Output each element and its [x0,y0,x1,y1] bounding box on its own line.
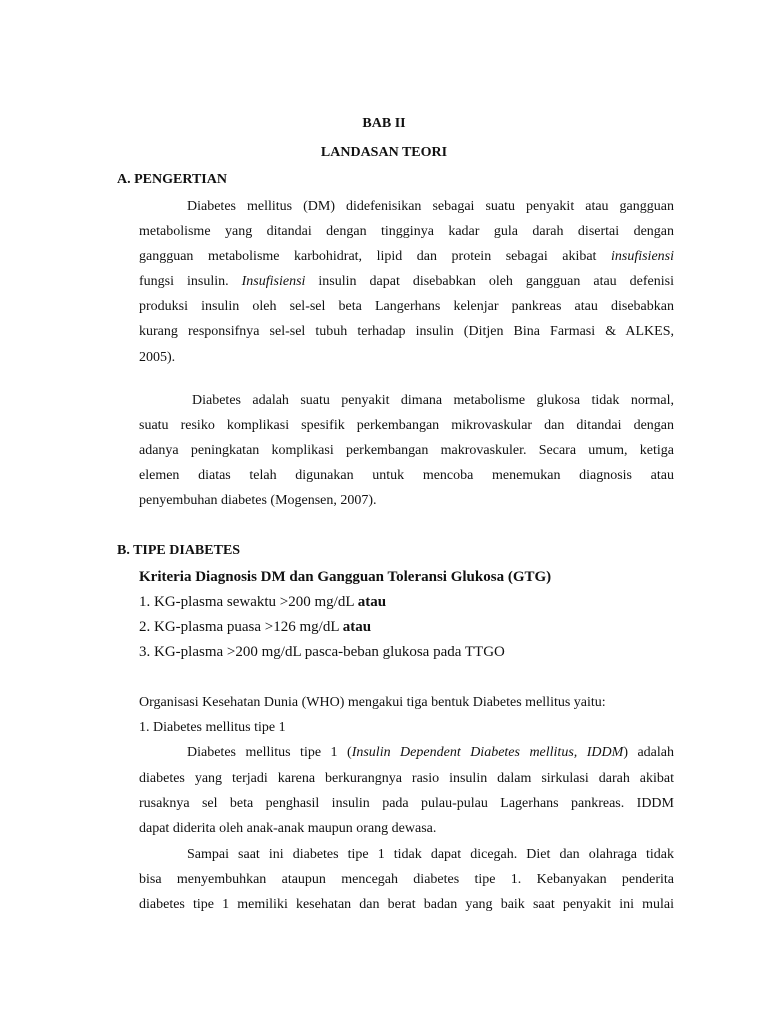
para1-line3: gangguan metabolisme karbohidrat, lipid dan protein sebagai akibat insufisiensi [139,249,674,264]
type1-para-line2: diabetes yang terjadi karena berkurangnya rasio insulin dalam sirkulasi darah akibat [139,771,674,786]
criteria-item: 1. KG-plasma sewaktu >200 mg/dL atau [139,594,387,610]
criteria-item: 3. KG-plasma >200 mg/dL pasca-beban glukosa pada TTGO [139,644,505,660]
para1-line6: kurang responsifnya sel-sel tubuh terhadap insulin (Ditjen Bina Farmasi & ALKES, [139,324,674,339]
para1-line5: produksi insulin oleh sel-sel beta Langerhans kelenjar pankreas atau disebabkan [139,299,674,314]
para1-line7: 2005). [139,350,176,365]
section-a-heading: A. PENGERTIAN [117,172,227,187]
type1-para-line3: rusaknya sel beta penghasil insulin pada pulau-pulau Lagerhans pankreas. IDDM [139,796,674,811]
para1-line4: fungsi insulin. Insufisiensi insulin dapat disebabkan oleh gangguan atau defenisi [139,274,674,289]
criteria-title: Kriteria Diagnosis DM dan Gangguan Toleransi Glukosa (GTG) [139,569,552,585]
para2-line4: elemen diatas telah digunakan untuk mencoba menemukan diagnosis atau [139,468,674,483]
para2-line1: Diabetes adalah suatu penyakit dimana metabolisme glukosa tidak normal, [192,393,674,408]
para1-line2: metabolisme yang ditandai dengan tingginya kadar gula darah disertai dengan [139,224,674,239]
type1-para2-line2: bisa menyembuhkan ataupun mencegah diabetes tipe 1. Kebanyakan penderita [139,872,674,887]
para2-line3: adanya peningkatan komplikasi perkembangan makrovaskuler. Secara umum, ketiga [139,443,674,458]
chapter-subtitle: LANDASAN TEORI [320,145,448,160]
type1-para2-line1: Sampai saat ini diabetes tipe 1 tidak dapat dicegah. Diet dan olahraga tidak [187,847,674,862]
section-b-heading: B. TIPE DIABETES [117,543,241,558]
chapter-title: BAB II [362,116,406,131]
type1-title: 1. Diabetes mellitus tipe 1 [139,720,286,735]
who-intro: Organisasi Kesehatan Dunia (WHO) mengakui tiga bentuk Diabetes mellitus yaitu: [139,695,606,710]
para1-line1: Diabetes mellitus (DM) didefenisikan sebagai suatu penyakit atau gangguan [187,199,674,214]
criteria-item: 2. KG-plasma puasa >126 mg/dL atau [139,619,372,635]
para2-line2: suatu resiko komplikasi spesifik perkembangan mikrovaskular dan ditandai dengan [139,418,674,433]
type1-para2-line3: diabetes tipe 1 memiliki kesehatan dan berat badan yang baik saat penyakit ini mulai [139,897,674,912]
type1-para-line1: Diabetes mellitus tipe 1 (Insulin Dependent Diabetes mellitus, IDDM) adalah [187,745,674,760]
type1-para-line4: dapat diderita oleh anak-anak maupun orang dewasa. [139,821,437,836]
para2-line5: penyembuhan diabetes (Mogensen, 2007). [139,493,377,508]
